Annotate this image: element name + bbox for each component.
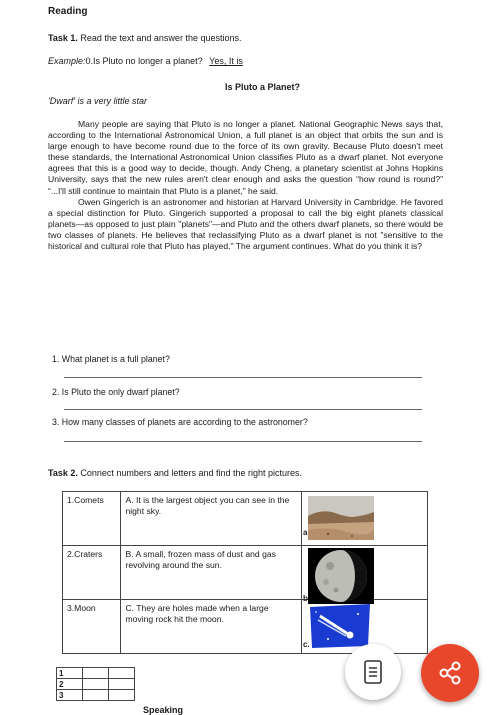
answer-line-1[interactable] <box>64 377 422 378</box>
matching-table <box>62 491 428 654</box>
definition-cell: A. It is the largest object you can see in the night sky. <box>121 492 301 546</box>
answer-cell[interactable] <box>109 690 135 701</box>
section-heading: Reading <box>48 6 88 17</box>
picture-cell <box>301 492 427 546</box>
document-button[interactable] <box>345 644 401 700</box>
task1-text: Read the text and answer the questions. <box>80 33 242 43</box>
answer-line-2[interactable] <box>64 409 422 410</box>
share-icon <box>437 660 463 686</box>
example-answer: Yes, It is <box>209 56 243 66</box>
question-3: 3. How many classes of planets are according to the astronomer? <box>52 417 308 427</box>
example-question: 0.Is Pluto no longer a planet? <box>85 56 203 66</box>
answer-row <box>57 690 135 701</box>
answer-cell[interactable] <box>109 679 135 690</box>
article-paragraph: Owen Gingerich is an astronomer and historian at Harvard University in Cambridge. He favored a special distinction for Pluto. Gingerich supported a proposal to call the big eight planets classical planets—as opposed to just plain "planets"—and Pluto and the others dwarf planets, so there would be two classes of planets. He believes that reclassifying Pluto as a dwarf planet is not "sensitive to the historical and cultural role that Pluto has played." The argument continues. What do you think it is? <box>48 196 443 252</box>
article-body <box>48 119 443 252</box>
answer-cell[interactable] <box>83 690 109 701</box>
question-2: 2. Is Pluto the only dwarf planet? <box>52 387 180 397</box>
answer-line-3[interactable] <box>64 441 422 442</box>
picture-cell <box>301 546 427 603</box>
picture-letter: a <box>302 528 308 537</box>
definition-cell: B. A small, frozen mass of dust and gas revolving around the sun. <box>121 546 301 600</box>
comet-picture <box>308 604 372 648</box>
article-paragraph: Many people are saying that Pluto is no longer a planet. National Geographic News says that, according to the International Astronomical Union, a full planet is an object that orbits the sun and is large enough to have become round due to the force of its own gravity. Because Pluto doesn't meet these standards, the International Astronomical Union classifies Pluto as a dwarf planet. Not everyone agrees that this is a good way to decide, though. Andy Cheng, a planetary scientist at Johns Hopkins University, says that the new rules aren't clear enough and asks the question “how round is round?” “...I'll still continue to maintain that Pluto is a planet," he said. <box>48 119 443 196</box>
answer-cell[interactable] <box>83 668 109 679</box>
task1-instruction <box>48 33 241 43</box>
answer-number: 2 <box>57 679 83 690</box>
answer-number: 1 <box>57 668 83 679</box>
answer-row <box>57 679 135 690</box>
table-row <box>63 546 428 600</box>
answer-cell[interactable] <box>83 679 109 690</box>
question-1: 1. What planet is a full planet? <box>52 354 170 364</box>
article-title: Is Pluto a Planet? <box>224 82 300 92</box>
table-row <box>63 492 428 546</box>
article-subtitle: 'Dwarf' is a very little star <box>48 96 147 106</box>
answer-number: 3 <box>57 690 83 701</box>
term-cell: 3.Moon <box>63 600 121 654</box>
task2-label: Task 2. <box>48 468 78 478</box>
example-line <box>48 56 243 66</box>
example-label: Example: <box>48 56 86 66</box>
task2-text: Connect numbers and letters and find the right pictures. <box>80 468 302 478</box>
answer-row <box>57 668 135 679</box>
document-icon <box>362 659 384 685</box>
answer-cell[interactable] <box>109 668 135 679</box>
term-cell: 1.Comets <box>63 492 121 546</box>
moon-picture <box>308 548 374 604</box>
next-section-heading: Speaking <box>143 705 184 715</box>
definition-cell: C. They are holes made when a large moving rock hit the moon. <box>121 600 301 654</box>
picture-letter: c. <box>302 640 310 649</box>
term-cell: 2.Craters <box>63 546 121 600</box>
picture-letter: b. <box>302 594 311 603</box>
desert-landscape-picture <box>308 496 374 540</box>
share-button[interactable] <box>421 644 479 702</box>
answer-grid[interactable] <box>56 667 135 701</box>
task2-instruction <box>48 468 302 478</box>
task1-label: Task 1. <box>48 33 78 43</box>
